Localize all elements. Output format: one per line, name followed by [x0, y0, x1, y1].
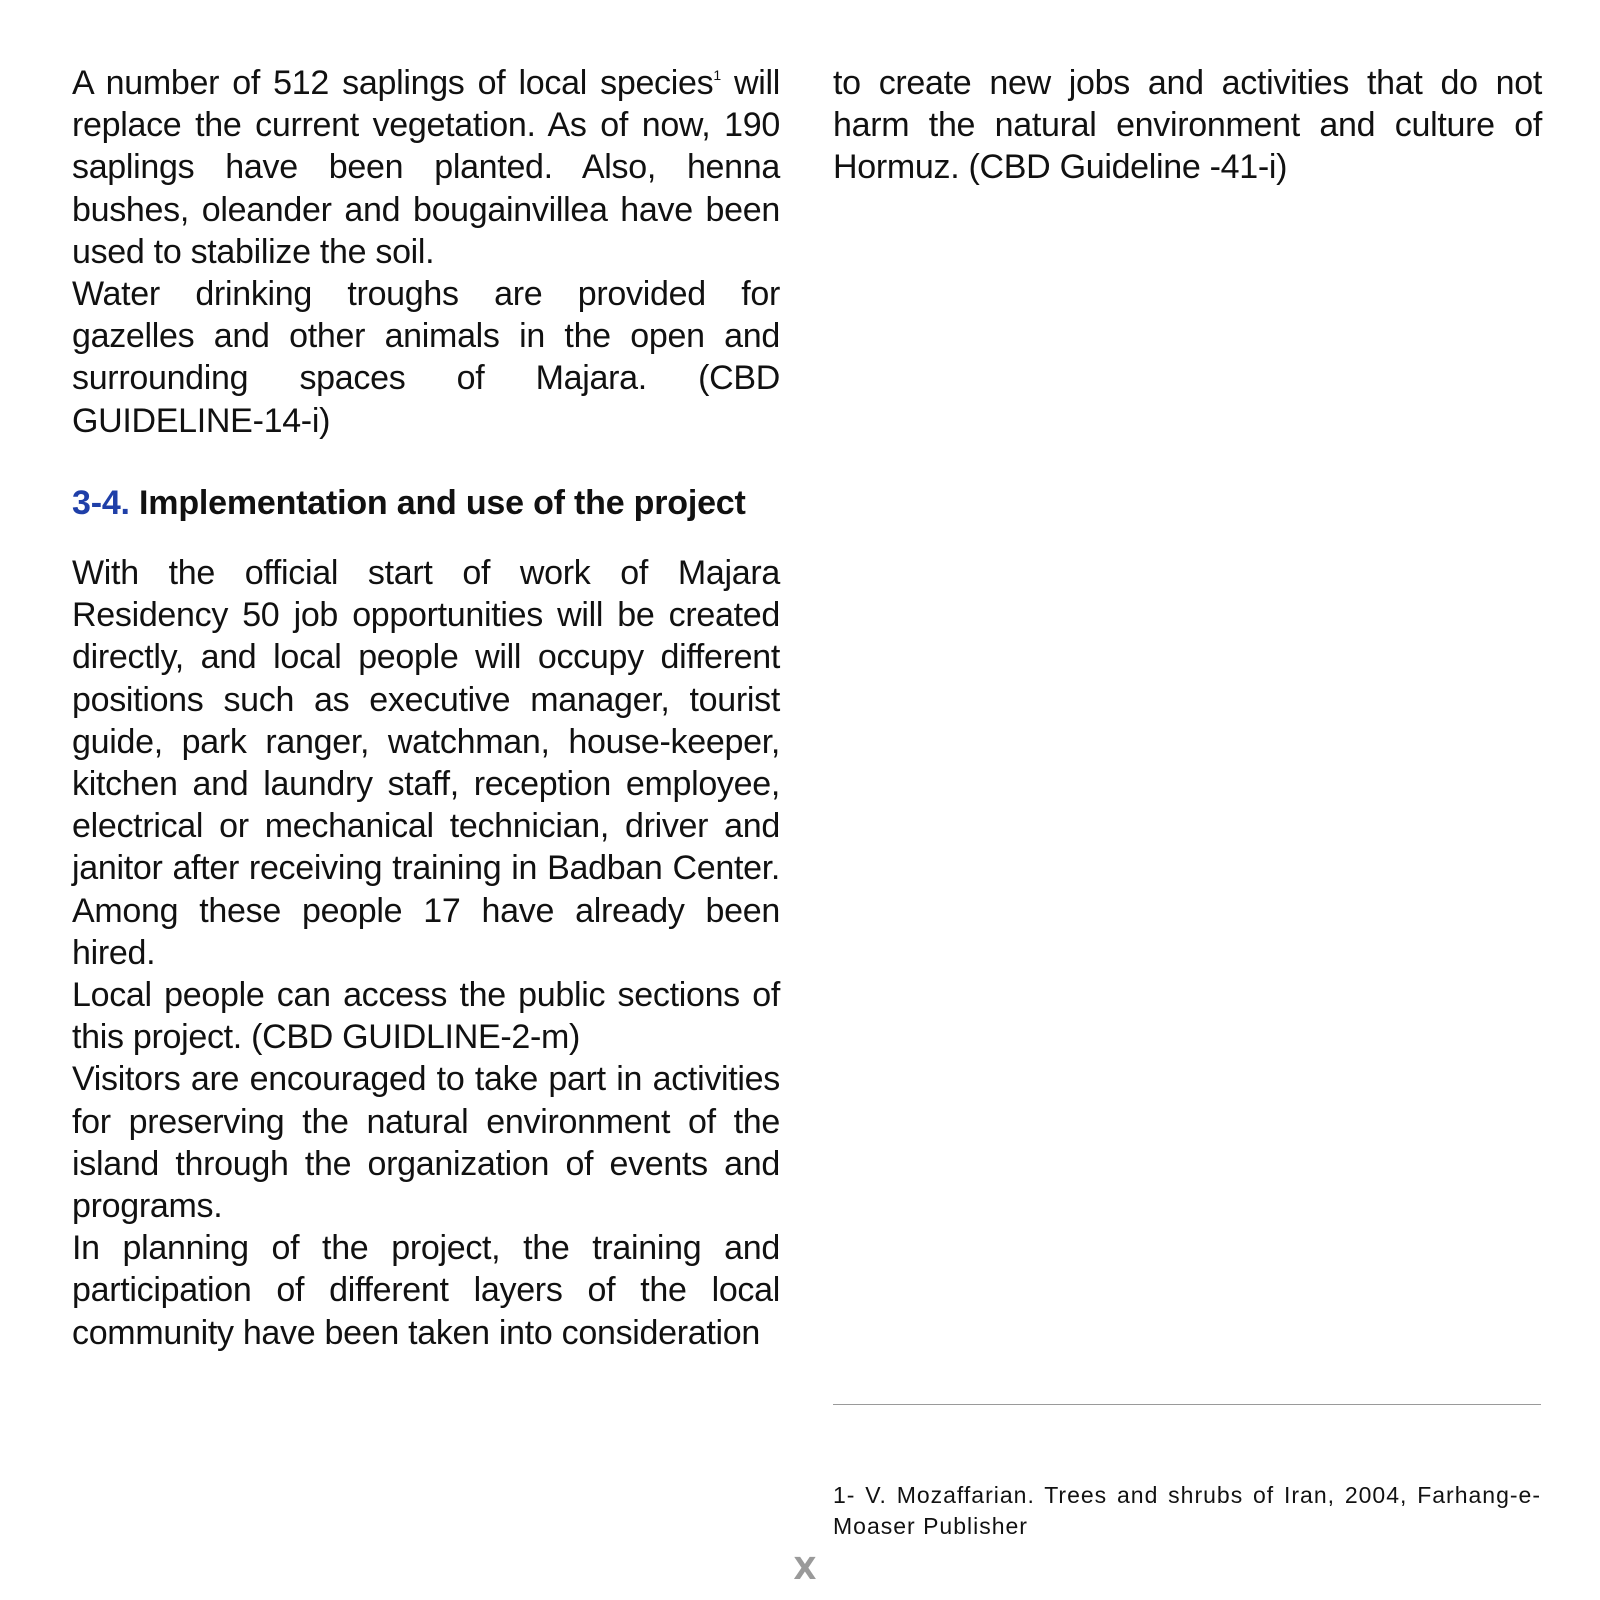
right-column [833, 62, 1542, 189]
continuation-paragraph: to create new jobs and activities that do not harm the natural environment and culture of Hormuz. (CBD Guideline -41-i) [833, 64, 1542, 187]
footnote-ref: 1 [713, 67, 721, 83]
saplings-text: A number of 512 saplings of local species [72, 64, 714, 102]
footnote-divider [833, 1404, 1541, 1405]
section-heading [72, 482, 780, 524]
page-marker: X [793, 1552, 817, 1587]
section-number: 3-4. [72, 484, 130, 522]
saplings-text-cont: will replace the current vegetation. As of now, 190 saplings have been planted. Also, henna bushes, oleander and bougainvillea have been used to stabilize the soil. [72, 64, 780, 271]
left-column-section-body [72, 552, 780, 1354]
visitors-paragraph: Visitors are encouraged to take part in activities for preserving the natural environment of the island through the organization of events and programs. [72, 1060, 780, 1226]
section-title: Implementation and use of the project [139, 484, 746, 522]
public-access-paragraph: Local people can access the public sections of this project. (CBD GUIDLINE-2-m) [72, 976, 780, 1057]
jobs-paragraph: With the official start of work of Majara Residency 50 job opportunities will be created directly, and local people will occupy different positions such as executive manager, tourist guide, park ranger, watchman, house-keeper, kitchen and laundry staff, reception employee, electrical or mechanical technician, driver and janitor after receiving training in Badban Center. Among these people 17 have already been hired. [72, 554, 780, 972]
planning-paragraph: In planning of the project, the training and participation of different layers of the local community have been taken into consideration [72, 1229, 780, 1352]
left-column-top [72, 62, 780, 442]
footnote: 1- V. Mozaffarian. Trees and shrubs of Iran, 2004, Farhang-e-Moaser Publisher [833, 1482, 1541, 1539]
saplings-paragraph [72, 62, 780, 273]
water-troughs-paragraph: Water drinking troughs are provided for gazelles and other animals in the open and surrounding spaces of Majara. (CBD GUIDELINE-14-i) [72, 275, 780, 440]
